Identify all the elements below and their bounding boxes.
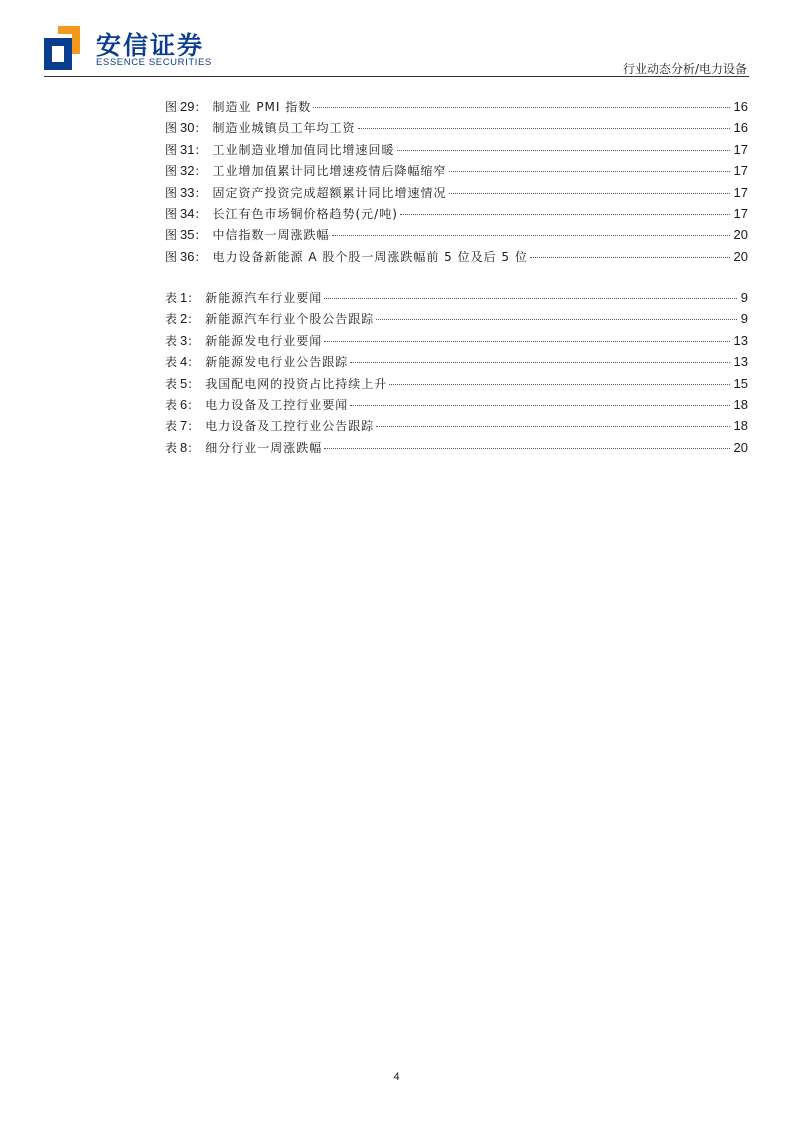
toc-number: 5 bbox=[180, 375, 188, 391]
toc-separator: ： bbox=[187, 291, 200, 305]
toc-prefix: 图 bbox=[165, 100, 178, 114]
toc-separator: ： bbox=[194, 185, 207, 200]
toc-page-number: 20 bbox=[733, 227, 748, 243]
toc-title: 新能源发电行业要闻 bbox=[205, 333, 323, 348]
header-divider bbox=[44, 76, 749, 77]
toc-page-number: 16 bbox=[733, 99, 748, 114]
toc-prefix: 表 bbox=[165, 397, 178, 412]
toc-leader-dots bbox=[376, 319, 736, 320]
toc-entry-figure-36[interactable] bbox=[165, 248, 748, 269]
toc-separator: ： bbox=[194, 142, 207, 157]
toc-entry-figure-32[interactable] bbox=[165, 162, 748, 183]
toc-number: 7 bbox=[180, 418, 188, 434]
toc-number: 34 bbox=[180, 205, 195, 221]
toc-prefix: 图 bbox=[165, 142, 178, 157]
toc-page-number: 18 bbox=[733, 418, 748, 434]
toc-number: 35 bbox=[180, 227, 195, 243]
toc-page-number: 16 bbox=[733, 120, 748, 136]
toc-title: 细分行业一周涨跌幅 bbox=[205, 440, 323, 455]
toc-leader-dots bbox=[324, 448, 729, 449]
table-index bbox=[165, 289, 748, 460]
toc-prefix: 图 bbox=[165, 185, 178, 200]
toc-entry-figure-35[interactable] bbox=[165, 226, 748, 247]
toc-separator: ： bbox=[194, 100, 207, 114]
toc-leader-dots bbox=[400, 214, 730, 215]
toc-page-number: 9 bbox=[740, 290, 748, 305]
toc-prefix: 表 bbox=[165, 376, 178, 391]
toc-leader-dots bbox=[376, 426, 729, 427]
toc-page-number: 9 bbox=[740, 311, 748, 327]
toc-leader-dots bbox=[350, 362, 729, 363]
toc-page-number: 20 bbox=[733, 439, 748, 455]
toc-page-number: 15 bbox=[733, 375, 748, 391]
toc-leader-dots bbox=[350, 405, 729, 406]
toc-prefix: 图 bbox=[165, 206, 178, 221]
toc-leader-dots bbox=[449, 171, 730, 172]
toc-page-number: 20 bbox=[733, 248, 748, 264]
toc-title: 工业制造业增加值同比增速回暖 bbox=[212, 142, 395, 157]
toc-leader-dots bbox=[449, 193, 730, 194]
toc-separator: ： bbox=[187, 376, 200, 391]
toc-separator: ： bbox=[187, 440, 200, 455]
toc-leader-dots bbox=[530, 257, 730, 258]
toc-leader-dots bbox=[358, 128, 730, 129]
toc-leader-dots bbox=[324, 341, 729, 342]
toc-prefix: 图 bbox=[165, 228, 178, 243]
toc-page-number: 13 bbox=[733, 354, 748, 370]
toc-entry-table-5[interactable] bbox=[165, 375, 748, 396]
toc-separator: ： bbox=[187, 355, 200, 370]
toc-leader-dots bbox=[397, 150, 730, 151]
figure-index bbox=[165, 98, 748, 269]
toc-entry-figure-33[interactable] bbox=[165, 184, 748, 205]
toc-prefix: 图 bbox=[165, 249, 178, 264]
toc-entry-table-7[interactable] bbox=[165, 417, 748, 438]
report-section-label: 行业动态分析/电力设备 bbox=[622, 62, 747, 76]
toc-page-number: 17 bbox=[733, 141, 748, 157]
toc-separator: ： bbox=[194, 228, 207, 243]
toc-entry-figure-30[interactable] bbox=[165, 119, 748, 140]
toc-number: 29 bbox=[180, 99, 195, 114]
toc-separator: ： bbox=[187, 397, 200, 412]
toc-title: 中信指数一周涨跌幅 bbox=[212, 228, 330, 243]
toc-separator: ： bbox=[187, 419, 200, 434]
toc-number: 36 bbox=[180, 248, 195, 264]
toc-title: 制造业城镇员工年均工资 bbox=[212, 121, 356, 136]
toc-separator: ： bbox=[194, 206, 207, 221]
toc-page-number: 17 bbox=[733, 163, 748, 179]
toc-page-number: 17 bbox=[733, 184, 748, 200]
toc-separator: ： bbox=[194, 249, 207, 264]
toc-number: 31 bbox=[180, 141, 195, 157]
toc-number: 4 bbox=[180, 354, 188, 370]
toc-page-number: 18 bbox=[733, 396, 748, 412]
toc-entry-figure-29[interactable] bbox=[165, 98, 748, 119]
toc-leader-dots bbox=[389, 384, 729, 385]
toc-number: 8 bbox=[180, 439, 188, 455]
toc-prefix: 表 bbox=[165, 355, 178, 370]
toc-number: 33 bbox=[180, 184, 195, 200]
toc-number: 6 bbox=[180, 396, 188, 412]
toc-number: 32 bbox=[180, 163, 195, 179]
toc-title: 工业增加值累计同比增速疫情后降幅缩窄 bbox=[212, 164, 447, 179]
toc-leader-dots bbox=[324, 298, 736, 299]
toc-title: 电力设备及工控行业要闻 bbox=[205, 397, 349, 412]
toc-title: 新能源发电行业公告跟踪 bbox=[205, 355, 349, 370]
toc-title: 电力设备新能源 A 股个股一周涨跌幅前 5 位及后 5 位 bbox=[212, 249, 528, 264]
toc-leader-dots bbox=[313, 107, 729, 108]
toc-entry-table-3[interactable] bbox=[165, 332, 748, 353]
toc-entry-table-6[interactable] bbox=[165, 396, 748, 417]
toc-entry-figure-31[interactable] bbox=[165, 141, 748, 162]
toc-entry-table-4[interactable] bbox=[165, 353, 748, 374]
essence-securities-logo-icon bbox=[44, 26, 80, 70]
toc-title: 固定资产投资完成超额累计同比增速情况 bbox=[212, 185, 447, 200]
toc-prefix: 图 bbox=[165, 164, 178, 179]
toc-title: 电力设备及工控行业公告跟踪 bbox=[205, 419, 375, 434]
toc-page-number: 17 bbox=[733, 205, 748, 221]
toc-entry-table-1[interactable] bbox=[165, 289, 748, 310]
toc-prefix: 表 bbox=[165, 312, 178, 327]
toc-title: 新能源汽车行业要闻 bbox=[205, 291, 323, 305]
toc-entry-table-8[interactable] bbox=[165, 439, 748, 460]
toc-page-number: 13 bbox=[733, 332, 748, 348]
toc-title: 新能源汽车行业个股公告跟踪 bbox=[205, 312, 375, 327]
toc-entry-figure-34[interactable] bbox=[165, 205, 748, 226]
toc-number: 2 bbox=[180, 311, 188, 327]
toc-separator: ： bbox=[194, 121, 207, 136]
toc-separator: ： bbox=[187, 333, 200, 348]
toc-entry-table-2[interactable] bbox=[165, 310, 748, 331]
toc-leader-dots bbox=[332, 235, 730, 236]
toc-title: 长江有色市场铜价格趋势(元/吨) bbox=[212, 206, 398, 221]
toc-prefix: 表 bbox=[165, 419, 178, 434]
brand-name-en: ESSENCE SECURITIES bbox=[96, 57, 212, 68]
toc-separator: ： bbox=[194, 164, 207, 179]
toc-prefix: 图 bbox=[165, 121, 178, 136]
toc-title: 制造业 PMI 指数 bbox=[212, 100, 312, 114]
toc-prefix: 表 bbox=[165, 333, 178, 348]
page-header bbox=[0, 0, 793, 80]
toc-number: 3 bbox=[180, 332, 188, 348]
brand-name-cn: 安信证券 bbox=[96, 31, 205, 60]
toc-title: 我国配电网的投资占比持续上升 bbox=[205, 376, 388, 391]
toc-prefix: 表 bbox=[165, 440, 178, 455]
toc-number: 30 bbox=[180, 120, 195, 136]
toc-prefix: 表 bbox=[165, 291, 178, 305]
toc-separator: ： bbox=[187, 312, 200, 327]
toc-number: 1 bbox=[180, 290, 188, 305]
page-number: 4 bbox=[393, 1071, 400, 1083]
